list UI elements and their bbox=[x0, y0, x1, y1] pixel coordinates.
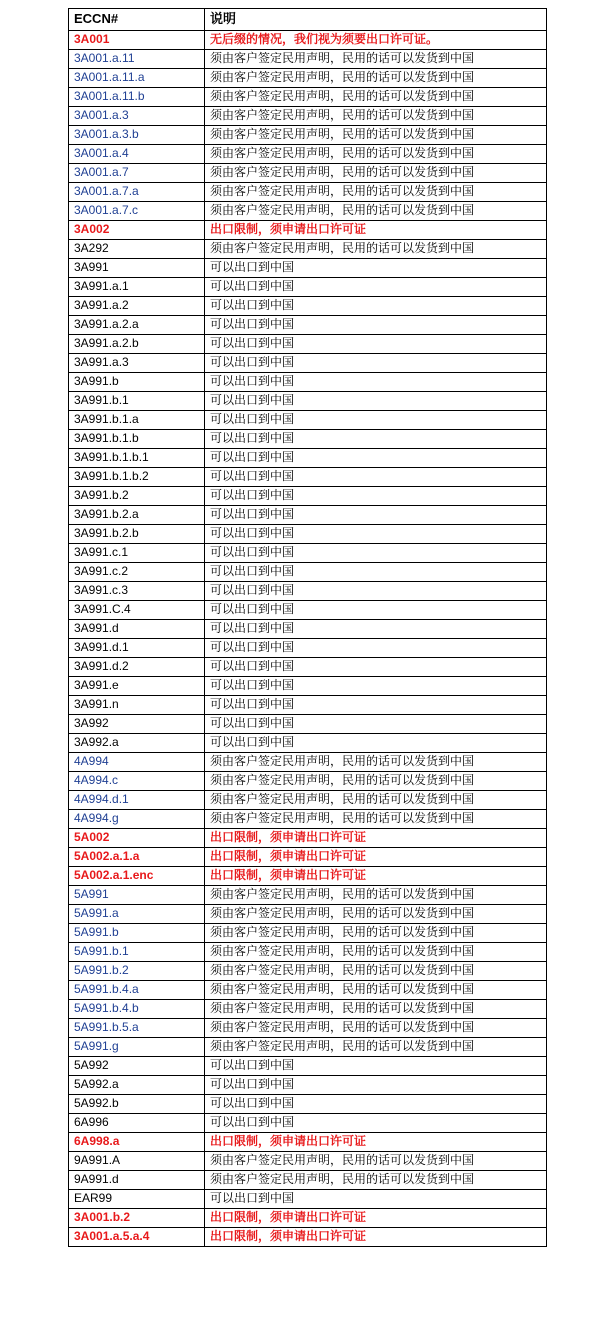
cell-eccn-code: 3A991.d bbox=[69, 620, 205, 639]
table-row bbox=[69, 753, 547, 772]
cell-eccn-code: 3A001.a.3.b bbox=[69, 126, 205, 145]
cell-description: 出口限制，须申请出口许可证 bbox=[205, 221, 547, 240]
cell-eccn-code: 3A991.b.1 bbox=[69, 392, 205, 411]
cell-description: 出口限制，须申请出口许可证 bbox=[205, 1209, 547, 1228]
cell-description: 须由客户签定民用声明，民用的话可以发货到中国 bbox=[205, 962, 547, 981]
cell-eccn-code: 3A001.a.7 bbox=[69, 164, 205, 183]
cell-eccn-code: 5A991.b.5.a bbox=[69, 1019, 205, 1038]
cell-eccn-code: 5A002 bbox=[69, 829, 205, 848]
table-row bbox=[69, 1152, 547, 1171]
table-row bbox=[69, 677, 547, 696]
table-row bbox=[69, 50, 547, 69]
table-row bbox=[69, 1000, 547, 1019]
column-header-eccn: ECCN# bbox=[69, 9, 205, 31]
cell-description: 须由客户签定民用声明，民用的话可以发货到中国 bbox=[205, 943, 547, 962]
table-row bbox=[69, 1171, 547, 1190]
table-row bbox=[69, 392, 547, 411]
cell-eccn-code: 9A991.A bbox=[69, 1152, 205, 1171]
table-row bbox=[69, 69, 547, 88]
column-header-description: 说明 bbox=[205, 9, 547, 31]
cell-description: 须由客户签定民用声明，民用的话可以发货到中国 bbox=[205, 69, 547, 88]
table-row bbox=[69, 525, 547, 544]
table-row bbox=[69, 867, 547, 886]
cell-eccn-code: 3A991.d.2 bbox=[69, 658, 205, 677]
cell-eccn-code: 4A994.d.1 bbox=[69, 791, 205, 810]
cell-eccn-code: 9A991.d bbox=[69, 1171, 205, 1190]
cell-description: 须由客户签定民用声明，民用的话可以发货到中国 bbox=[205, 886, 547, 905]
table-row bbox=[69, 696, 547, 715]
cell-description: 可以出口到中国 bbox=[205, 1114, 547, 1133]
cell-eccn-code: 3A001.a.11 bbox=[69, 50, 205, 69]
table-row bbox=[69, 145, 547, 164]
cell-eccn-code: 3A991.d.1 bbox=[69, 639, 205, 658]
cell-description: 须由客户签定民用声明，民用的话可以发货到中国 bbox=[205, 981, 547, 1000]
table-row bbox=[69, 278, 547, 297]
table-row bbox=[69, 829, 547, 848]
cell-description: 可以出口到中国 bbox=[205, 620, 547, 639]
cell-eccn-code: 3A991.b.2 bbox=[69, 487, 205, 506]
table-row bbox=[69, 88, 547, 107]
table-row bbox=[69, 506, 547, 525]
table-row bbox=[69, 601, 547, 620]
cell-eccn-code: 3A001.a.11.b bbox=[69, 88, 205, 107]
table-row bbox=[69, 202, 547, 221]
table-row bbox=[69, 943, 547, 962]
cell-eccn-code: 3A991.a.2.a bbox=[69, 316, 205, 335]
cell-description: 可以出口到中国 bbox=[205, 1076, 547, 1095]
cell-eccn-code: 3A001.a.11.a bbox=[69, 69, 205, 88]
cell-description: 可以出口到中国 bbox=[205, 601, 547, 620]
cell-eccn-code: 3A991.a.2 bbox=[69, 297, 205, 316]
table-row bbox=[69, 1095, 547, 1114]
cell-description: 须由客户签定民用声明，民用的话可以发货到中国 bbox=[205, 1019, 547, 1038]
table-row bbox=[69, 715, 547, 734]
cell-description: 可以出口到中国 bbox=[205, 259, 547, 278]
cell-eccn-code: 3A002 bbox=[69, 221, 205, 240]
cell-eccn-code: 3A992 bbox=[69, 715, 205, 734]
cell-description: 可以出口到中国 bbox=[205, 354, 547, 373]
cell-description: 可以出口到中国 bbox=[205, 411, 547, 430]
cell-description: 须由客户签定民用声明，民用的话可以发货到中国 bbox=[205, 1152, 547, 1171]
cell-description: 可以出口到中国 bbox=[205, 1095, 547, 1114]
cell-description: 可以出口到中国 bbox=[205, 468, 547, 487]
cell-description: 出口限制，须申请出口许可证 bbox=[205, 848, 547, 867]
cell-eccn-code: 3A991 bbox=[69, 259, 205, 278]
cell-description: 可以出口到中国 bbox=[205, 658, 547, 677]
cell-description: 须由客户签定民用声明，民用的话可以发货到中国 bbox=[205, 791, 547, 810]
table-row bbox=[69, 1076, 547, 1095]
cell-description: 须由客户签定民用声明，民用的话可以发货到中国 bbox=[205, 183, 547, 202]
cell-description: 出口限制，须申请出口许可证 bbox=[205, 1133, 547, 1152]
table-row bbox=[69, 1057, 547, 1076]
cell-eccn-code: 5A991 bbox=[69, 886, 205, 905]
cell-eccn-code: 3A001.a.5.a.4 bbox=[69, 1228, 205, 1247]
cell-description: 须由客户签定民用声明，民用的话可以发货到中国 bbox=[205, 1171, 547, 1190]
cell-description: 可以出口到中国 bbox=[205, 449, 547, 468]
table-row bbox=[69, 468, 547, 487]
table-header-row bbox=[69, 9, 547, 31]
cell-description: 须由客户签定民用声明，民用的话可以发货到中国 bbox=[205, 240, 547, 259]
table-row bbox=[69, 240, 547, 259]
table-row bbox=[69, 316, 547, 335]
cell-eccn-code: 3A991.a.3 bbox=[69, 354, 205, 373]
table-row bbox=[69, 449, 547, 468]
cell-description: 可以出口到中国 bbox=[205, 278, 547, 297]
table-row bbox=[69, 373, 547, 392]
cell-description: 可以出口到中国 bbox=[205, 392, 547, 411]
cell-description: 可以出口到中国 bbox=[205, 1190, 547, 1209]
cell-eccn-code: 3A292 bbox=[69, 240, 205, 259]
table-row bbox=[69, 126, 547, 145]
cell-description: 须由客户签定民用声明，民用的话可以发货到中国 bbox=[205, 202, 547, 221]
table-row bbox=[69, 962, 547, 981]
table-row bbox=[69, 639, 547, 658]
table-row bbox=[69, 791, 547, 810]
table-row bbox=[69, 107, 547, 126]
cell-eccn-code: 3A001.b.2 bbox=[69, 1209, 205, 1228]
cell-eccn-code: 3A991.e bbox=[69, 677, 205, 696]
cell-eccn-code: 3A991.c.2 bbox=[69, 563, 205, 582]
cell-description: 须由客户签定民用声明，民用的话可以发货到中国 bbox=[205, 753, 547, 772]
cell-eccn-code: 5A991.g bbox=[69, 1038, 205, 1057]
cell-eccn-code: 5A002.a.1.a bbox=[69, 848, 205, 867]
table-row bbox=[69, 620, 547, 639]
cell-eccn-code: 3A001.a.7.a bbox=[69, 183, 205, 202]
cell-description: 出口限制，须申请出口许可证 bbox=[205, 829, 547, 848]
cell-eccn-code: 3A991.b bbox=[69, 373, 205, 392]
cell-description: 可以出口到中国 bbox=[205, 373, 547, 392]
table-body bbox=[69, 31, 547, 1247]
cell-description: 须由客户签定民用声明，民用的话可以发货到中国 bbox=[205, 107, 547, 126]
cell-eccn-code: 3A991.a.1 bbox=[69, 278, 205, 297]
cell-eccn-code: 6A996 bbox=[69, 1114, 205, 1133]
table-row bbox=[69, 221, 547, 240]
table-row bbox=[69, 658, 547, 677]
cell-eccn-code: EAR99 bbox=[69, 1190, 205, 1209]
table-row bbox=[69, 354, 547, 373]
cell-description: 可以出口到中国 bbox=[205, 677, 547, 696]
cell-eccn-code: 5A991.b bbox=[69, 924, 205, 943]
cell-eccn-code: 5A992.b bbox=[69, 1095, 205, 1114]
table-row bbox=[69, 981, 547, 1000]
cell-description: 须由客户签定民用声明，民用的话可以发货到中国 bbox=[205, 126, 547, 145]
cell-description: 须由客户签定民用声明，民用的话可以发货到中国 bbox=[205, 1038, 547, 1057]
cell-description: 可以出口到中国 bbox=[205, 1057, 547, 1076]
table-row bbox=[69, 905, 547, 924]
cell-description: 须由客户签定民用声明，民用的话可以发货到中国 bbox=[205, 905, 547, 924]
table-row bbox=[69, 1038, 547, 1057]
table-row bbox=[69, 430, 547, 449]
table-row bbox=[69, 1114, 547, 1133]
table-row bbox=[69, 164, 547, 183]
cell-eccn-code: 3A991.b.1.a bbox=[69, 411, 205, 430]
cell-eccn-code: 4A994 bbox=[69, 753, 205, 772]
cell-eccn-code: 3A992.a bbox=[69, 734, 205, 753]
cell-description: 可以出口到中国 bbox=[205, 487, 547, 506]
cell-eccn-code: 3A991.c.1 bbox=[69, 544, 205, 563]
cell-description: 可以出口到中国 bbox=[205, 696, 547, 715]
cell-description: 须由客户签定民用声明，民用的话可以发货到中国 bbox=[205, 88, 547, 107]
cell-description: 须由客户签定民用声明，民用的话可以发货到中国 bbox=[205, 50, 547, 69]
cell-eccn-code: 5A002.a.1.enc bbox=[69, 867, 205, 886]
cell-eccn-code: 4A994.c bbox=[69, 772, 205, 791]
cell-description: 须由客户签定民用声明，民用的话可以发货到中国 bbox=[205, 810, 547, 829]
cell-description: 须由客户签定民用声明，民用的话可以发货到中国 bbox=[205, 145, 547, 164]
cell-eccn-code: 5A992.a bbox=[69, 1076, 205, 1095]
cell-eccn-code: 5A992 bbox=[69, 1057, 205, 1076]
cell-eccn-code: 3A991.C.4 bbox=[69, 601, 205, 620]
cell-description: 可以出口到中国 bbox=[205, 582, 547, 601]
cell-description: 可以出口到中国 bbox=[205, 734, 547, 753]
cell-description: 无后缀的情况，我们视为须要出口许可证。 bbox=[205, 31, 547, 50]
table-row bbox=[69, 297, 547, 316]
cell-description: 可以出口到中国 bbox=[205, 506, 547, 525]
cell-eccn-code: 5A991.b.2 bbox=[69, 962, 205, 981]
table-row bbox=[69, 335, 547, 354]
cell-eccn-code: 6A998.a bbox=[69, 1133, 205, 1152]
table-row bbox=[69, 924, 547, 943]
cell-eccn-code: 4A994.g bbox=[69, 810, 205, 829]
cell-description: 可以出口到中国 bbox=[205, 430, 547, 449]
cell-eccn-code: 3A991.c.3 bbox=[69, 582, 205, 601]
cell-eccn-code: 3A001.a.3 bbox=[69, 107, 205, 126]
cell-eccn-code: 5A991.a bbox=[69, 905, 205, 924]
cell-description: 可以出口到中国 bbox=[205, 335, 547, 354]
table-row bbox=[69, 183, 547, 202]
cell-description: 可以出口到中国 bbox=[205, 297, 547, 316]
cell-description: 可以出口到中国 bbox=[205, 563, 547, 582]
table-row bbox=[69, 1133, 547, 1152]
table-row bbox=[69, 544, 547, 563]
table-row bbox=[69, 810, 547, 829]
table-row bbox=[69, 848, 547, 867]
cell-eccn-code: 3A001.a.4 bbox=[69, 145, 205, 164]
table-row bbox=[69, 1209, 547, 1228]
cell-eccn-code: 3A991.n bbox=[69, 696, 205, 715]
cell-eccn-code: 3A991.b.1.b.1 bbox=[69, 449, 205, 468]
table-row bbox=[69, 411, 547, 430]
table-header bbox=[69, 9, 547, 31]
cell-description: 出口限制，须申请出口许可证 bbox=[205, 1228, 547, 1247]
table-row bbox=[69, 31, 547, 50]
cell-description: 可以出口到中国 bbox=[205, 544, 547, 563]
table-row bbox=[69, 259, 547, 278]
cell-eccn-code: 3A991.b.2.a bbox=[69, 506, 205, 525]
table-row bbox=[69, 487, 547, 506]
cell-eccn-code: 3A001.a.7.c bbox=[69, 202, 205, 221]
table-row bbox=[69, 563, 547, 582]
table-row bbox=[69, 734, 547, 753]
eccn-table bbox=[68, 8, 547, 1247]
cell-eccn-code: 3A991.a.2.b bbox=[69, 335, 205, 354]
cell-eccn-code: 3A991.b.1.b bbox=[69, 430, 205, 449]
cell-description: 须由客户签定民用声明，民用的话可以发货到中国 bbox=[205, 772, 547, 791]
table-row bbox=[69, 1228, 547, 1247]
cell-eccn-code: 5A991.b.1 bbox=[69, 943, 205, 962]
table-row bbox=[69, 1019, 547, 1038]
cell-description: 须由客户签定民用声明，民用的话可以发货到中国 bbox=[205, 164, 547, 183]
cell-eccn-code: 5A991.b.4.b bbox=[69, 1000, 205, 1019]
cell-description: 可以出口到中国 bbox=[205, 715, 547, 734]
table-row bbox=[69, 886, 547, 905]
cell-description: 可以出口到中国 bbox=[205, 316, 547, 335]
cell-description: 须由客户签定民用声明，民用的话可以发货到中国 bbox=[205, 924, 547, 943]
cell-description: 须由客户签定民用声明，民用的话可以发货到中国 bbox=[205, 1000, 547, 1019]
cell-eccn-code: 3A001 bbox=[69, 31, 205, 50]
cell-eccn-code: 5A991.b.4.a bbox=[69, 981, 205, 1000]
table-row bbox=[69, 582, 547, 601]
cell-description: 可以出口到中国 bbox=[205, 525, 547, 544]
table-row bbox=[69, 1190, 547, 1209]
cell-description: 可以出口到中国 bbox=[205, 639, 547, 658]
cell-eccn-code: 3A991.b.2.b bbox=[69, 525, 205, 544]
cell-description: 出口限制，须申请出口许可证 bbox=[205, 867, 547, 886]
table-row bbox=[69, 772, 547, 791]
cell-eccn-code: 3A991.b.1.b.2 bbox=[69, 468, 205, 487]
